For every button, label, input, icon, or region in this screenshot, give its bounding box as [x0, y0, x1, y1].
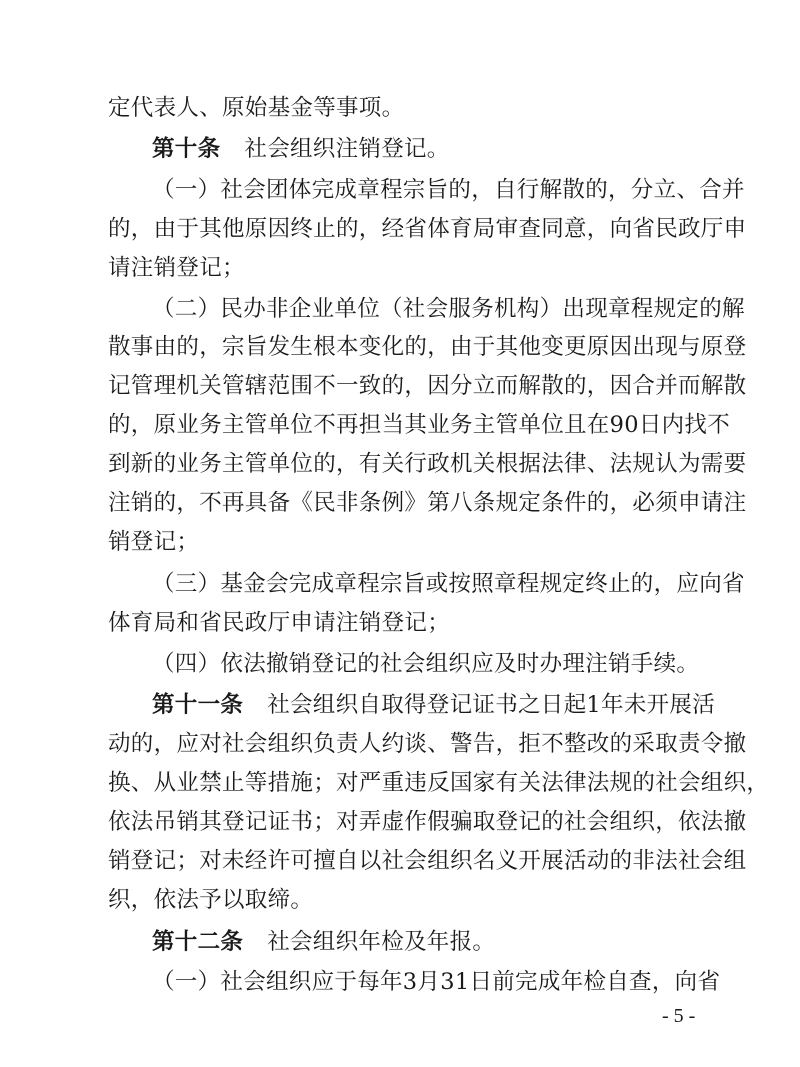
- page-number: - 5 -: [662, 1005, 696, 1027]
- text-line: 换、从业禁止等措施；对严重违反国家有关法律法规的社会组织，: [108, 770, 770, 796]
- article-heading-10: 第十条 社会组织注销登记。: [152, 136, 450, 162]
- text-line: 记管理机关管辖范围不一致的，因分立而解散的，因合并而解散: [108, 373, 747, 399]
- text-line: 销登记；: [108, 529, 200, 555]
- text-line: （一）社会团体完成章程宗旨的，自行解散的，分立、合并: [152, 177, 745, 203]
- article-number: 第十一条: [152, 692, 244, 718]
- text-line: 的，原业务主管单位不再担当其业务主管单位且在90日内找不: [108, 412, 731, 438]
- text-line: 散事由的，宗旨发生根本变化的，由于其他变更原因出现与原登: [108, 334, 747, 360]
- article-number: 第十二条: [152, 929, 244, 955]
- text-line: 请注销登记；: [108, 255, 245, 281]
- text-line: （三）基金会完成章程宗旨或按照章程规定终止的，应向省: [152, 571, 745, 597]
- text-line: 的，由于其他原因终止的，经省体育局审查同意，向省民政厅申: [108, 216, 747, 242]
- text-line: （四）依法撤销登记的社会组织应及时办理注销手续。: [152, 651, 700, 677]
- text-line: 定代表人、原始基金等事项。: [108, 95, 405, 121]
- text-line: 动的，应对社会组织负责人约谈、警告，拒不整改的采取责令撤: [108, 731, 747, 757]
- text-line: 织，依法予以取缔。: [108, 887, 314, 913]
- article-number: 第十条: [152, 136, 221, 162]
- text-line: （一）社会组织应于每年3月31日前完成年检自查，向省: [152, 969, 721, 995]
- text-line: （二）民办非企业单位（社会服务机构）出现章程规定的解: [152, 296, 745, 322]
- text-line: 依法吊销其登记证书；对弄虚作假骗取登记的社会组织，依法撤: [108, 809, 747, 835]
- text-line: 体育局和省民政厅申请注销登记；: [108, 610, 451, 636]
- text-line: 注销的，不再具备《民非条例》第八条规定条件的，必须申请注: [108, 490, 747, 516]
- article-heading-12: 第十二条 社会组织年检及年报。: [152, 929, 496, 955]
- text-line: 到新的业务主管单位的，有关行政机关根据法律、法规认为需要: [108, 451, 747, 477]
- article-heading-11: 第十一条 社会组织自取得登记证书之日起1年未开展活: [152, 692, 716, 718]
- text-line: 销登记；对未经许可擅自以社会组织名义开展活动的非法社会组: [108, 848, 747, 874]
